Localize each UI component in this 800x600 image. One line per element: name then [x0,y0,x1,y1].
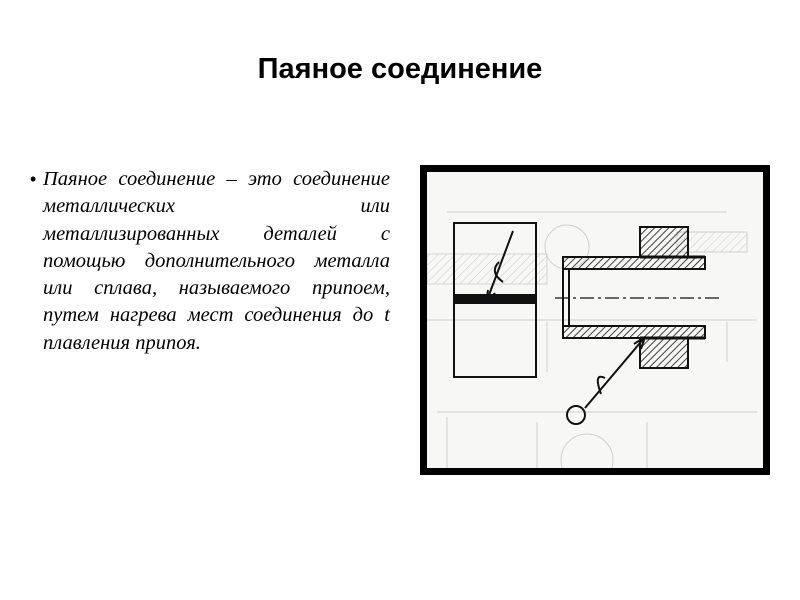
soldered-joint-drawing-icon [427,172,763,468]
bullet-text: Паяное соединение – это соединение металлических или металлизированных деталей с помощью дополнительного металла или сплава, называемого припоем, путем нагрева мест соединения до t плавления припоя. [43,168,390,354]
bullet-icon: • [30,169,37,189]
bullet-item [30,166,390,357]
soldered-joint-figure [420,165,770,475]
background-drawing-traces [427,212,757,468]
bullet-list [30,166,390,357]
butt-joint [454,223,536,377]
leader-line [567,337,645,424]
slide-title: Паяное соединение [257,53,543,85]
